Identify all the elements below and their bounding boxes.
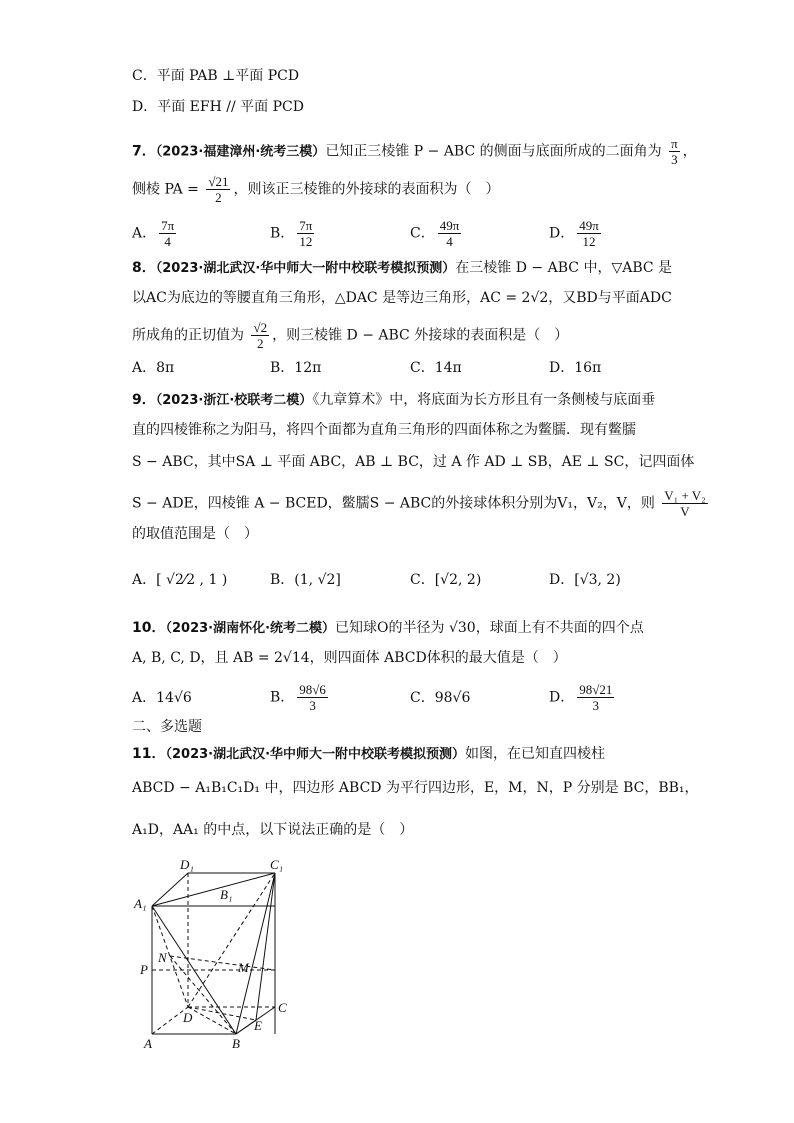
q7-angle-fraction: $\frac{\pi}{3}$ <box>671 136 678 167</box>
q8-option-d: D．16π <box>549 360 602 376</box>
q7-stem-line1: 7．（2023·福建漳州·统考三模）已知正三棱锥 P − ABC 的侧面与底面所成的二面角为 $\frac{\pi}{3}$ ， <box>132 136 697 167</box>
q10-stem-line2: A, B, C, D，且 AB = 2√14，则四面体 ABCD体积的最大值是（ ） <box>132 650 567 666</box>
edge-db <box>188 1007 236 1034</box>
q9-option-c: C．[√2, 2) <box>410 572 482 588</box>
q10-stem-line1 <box>132 618 644 639</box>
segment-nm <box>170 956 275 970</box>
q8-stem-line3 <box>132 320 568 351</box>
q7-text1: 已知正三棱锥 P − ABC 的侧面与底面所成的二面角为 <box>325 143 662 160</box>
q11-text1: 如图，在已知直四棱柱 <box>465 746 606 762</box>
q9-option-a: A．[ √2⁄2 , 1 ) <box>132 572 228 588</box>
label-e: E <box>254 1018 262 1033</box>
q7-stem-line2 <box>132 174 499 205</box>
q9-stem-line1 <box>132 390 655 411</box>
label-a1: A₁ <box>134 896 147 911</box>
q7-option-a: A． $\frac{7\pi}{4}$ <box>132 218 175 249</box>
label-c: C <box>278 1000 287 1015</box>
label-d: D <box>183 1010 193 1025</box>
label-b: B <box>232 1036 240 1051</box>
q10-option-d: D． $\frac{98√21}{3}$ <box>549 682 613 713</box>
q9-source: （2023·浙江·校联考二模） <box>155 393 313 408</box>
label-a: A <box>144 1036 152 1051</box>
label-n: N <box>158 950 167 965</box>
q8-number: 8． <box>132 260 156 276</box>
q9-option-d: D．[√3, 2) <box>549 572 621 588</box>
edge-c1b <box>236 873 275 1034</box>
q6-option-c: C．平面 PAB ⊥平面 PCD <box>132 68 300 84</box>
label-d1: D₁ <box>180 857 194 872</box>
q7-option-c: C． $\frac{49\pi}{4}$ <box>410 218 460 249</box>
q10-option-c: C．98√6 <box>410 690 471 706</box>
q9-option-b: B．(1, √2] <box>270 572 341 588</box>
q8-source: （2023·湖北武汉·华中师大一附中校联考模拟预测） <box>155 261 456 276</box>
q8-option-a: A．8π <box>132 360 175 376</box>
q8-option-c: C．14π <box>410 360 462 376</box>
q7-option-b: B． $\frac{7\pi}{12}$ <box>270 218 313 249</box>
q7-text2b: ，则该正三棱锥的外接球的表面积为（ ） <box>233 181 500 198</box>
q8-stem-line1 <box>132 258 672 279</box>
q9-text1: 《九章算术》中，将底面为长方形且有一条侧棱与底面垂 <box>312 392 656 408</box>
q10-option-a: A．14√6 <box>132 690 192 706</box>
q7-pa-fraction: $\frac{√21}{2}$ <box>208 174 229 205</box>
q7-text2a: 侧棱 PA = <box>132 181 199 198</box>
q9-stem-line2: 直的四棱锥称之为阳马，将四个面都为直角三角形的四面体称之为鳖臑．现有鳖臑 <box>132 422 636 438</box>
label-p: P <box>140 962 148 977</box>
q11-stem-line1 <box>132 744 605 765</box>
q7-source: （2023·福建漳州·统考三模） <box>155 144 326 160</box>
section-heading: 二、多选题 <box>132 719 202 735</box>
q11-source: （2023·湖北武汉·华中师大一附中校联考模拟预测） <box>165 747 466 762</box>
edge-c1e <box>256 873 275 1020</box>
q7-number: 7． <box>132 143 156 160</box>
q8-text1: 在三棱锥 D − ABC 中，▽ABC 是 <box>455 260 673 276</box>
q9-number: 9． <box>132 392 156 408</box>
q9-text4a: S − ADE，四棱锥 A − BCED，鳖臑S − ABC的外接球体积分别为V₁，V₂，V，则 <box>132 495 655 512</box>
q9-stem-line5: 的取值范围是（ ） <box>132 526 258 542</box>
q8-text3b: ，则三棱锥 D − ABC 外接球的表面积是（ ） <box>272 327 569 344</box>
label-b1: B₁ <box>220 887 233 902</box>
q10-source: （2023·湖南怀化·统考二模） <box>165 621 336 636</box>
label-m: M <box>238 960 249 975</box>
q9-stem-line3: S − ABC，其中SA ⊥ 平面 ABC，AB ⊥ BC，过 A 作 AD ⊥ SB，AE ⊥ SC，记四面体 <box>132 454 695 470</box>
q7-option-d: D． $\frac{49\pi}{12}$ <box>549 218 599 249</box>
q10-text1: 已知球O的半径为 √30，球面上有不共面的四个点 <box>335 620 644 636</box>
label-c1: C₁ <box>270 857 284 872</box>
q8-stem-line2: 以AC为底边的等腰直角三角形，△DAC 是等边三角形，AC = 2√2，又BD与平面ADC <box>132 290 672 306</box>
q10-option-b: B． $\frac{98√6}{3}$ <box>270 682 326 713</box>
q9-ratio-fraction: $\frac{\text{V₁ + V₂}}{V}$ <box>664 488 706 519</box>
segment-nb <box>170 956 236 1034</box>
q8-text3a: 所成角的正切值为 <box>132 327 244 344</box>
q11-stem-line3: A₁D，AA₁ 的中点，以下说法正确的是（ ） <box>132 822 414 838</box>
q10-number: 10． <box>132 620 166 636</box>
q9-stem-line4 <box>132 488 711 519</box>
q8-tan-fraction: $\frac{√2}{2}$ <box>253 320 268 351</box>
prism-figure <box>128 852 298 1052</box>
q8-option-b: B．12π <box>270 360 322 376</box>
q11-stem-line2: ABCD − A₁B₁C₁D₁ 中，四边形 ABCD 为平行四边形，E，M，N，P 分别是 BC，BB₁， <box>132 780 699 796</box>
q11-number: 11． <box>132 746 166 762</box>
q6-option-d: D．平面 EFH // 平面 PCD <box>132 99 304 115</box>
